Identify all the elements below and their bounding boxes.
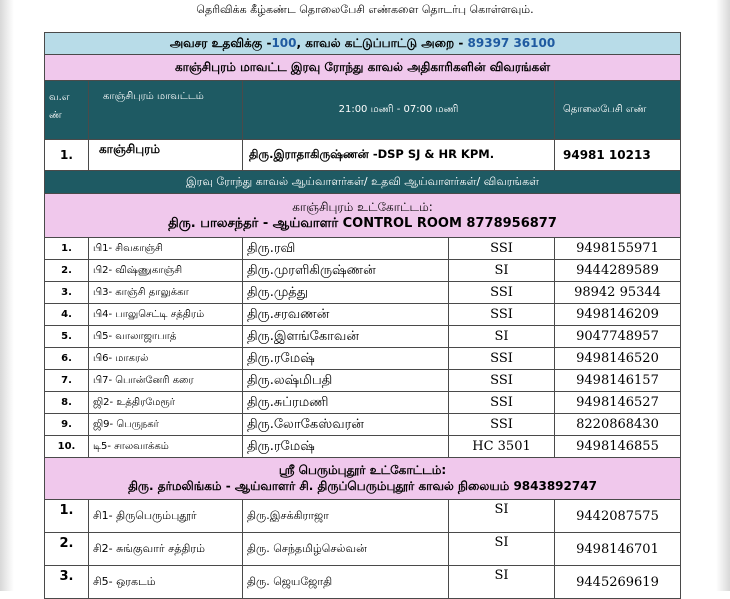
officer-sno: 6. bbox=[45, 348, 89, 370]
police-station: பி3- காஞ்சி தாலுக்கா bbox=[89, 282, 243, 304]
officer-sno: 5. bbox=[45, 326, 89, 348]
officer-sno: 10. bbox=[45, 436, 89, 458]
police-station: பி7- பொன்னேரி கரை bbox=[89, 370, 243, 392]
police-station: ஜி9- பெருநகர் bbox=[89, 414, 243, 436]
emergency-middle: , காவல் கட்டுப்பாட்டு அறை - bbox=[296, 35, 468, 50]
officer-row bbox=[45, 414, 681, 436]
officer-row bbox=[45, 238, 681, 260]
control-room-number: 89397 36100 bbox=[467, 35, 556, 50]
dsp-row bbox=[45, 140, 681, 171]
police-station: ஜி2- உத்திரமேரூர் bbox=[89, 392, 243, 414]
officer-name: திரு.முரளிகிருஷ்ணன் bbox=[243, 260, 449, 282]
subdivision2-row bbox=[45, 458, 681, 500]
patrol-table bbox=[44, 32, 681, 599]
officer-rank: SSI bbox=[449, 238, 555, 260]
officer-phone: 98942 95344 bbox=[555, 282, 681, 304]
officer-name: திரு.சுப்ரமணி bbox=[243, 392, 449, 414]
emergency-row bbox=[45, 33, 681, 55]
officer-row bbox=[45, 260, 681, 282]
officer-rank: SI bbox=[449, 500, 555, 533]
subdivision1-name: காஞ்சிபுரம் உட்கோட்டம்: bbox=[292, 199, 433, 214]
police-station: சி1- திருபெரும்புதூர் bbox=[89, 500, 243, 533]
police-station: டி5- சாலவாக்கம் bbox=[89, 436, 243, 458]
officer-name: திரு.லஷ்மிபதி bbox=[243, 370, 449, 392]
officer-name: திரு. செந்தமிழ்செல்வன் bbox=[243, 533, 449, 566]
officer-row bbox=[45, 348, 681, 370]
subdivision1-row bbox=[45, 194, 681, 238]
emergency-prefix: அவசர உதவிக்கு - bbox=[169, 35, 272, 50]
officer-phone: 9498155971 bbox=[555, 238, 681, 260]
officer-row bbox=[45, 500, 681, 533]
subdivision2-cell bbox=[45, 458, 681, 500]
table-title: காஞ்சிபுரம் மாவட்ட இரவு ரோந்து காவல் அதிகாரிகளின் விவரங்கள் bbox=[45, 55, 681, 81]
officer-row bbox=[45, 370, 681, 392]
officer-sno: 2. bbox=[45, 533, 89, 566]
officer-rank: SSI bbox=[449, 392, 555, 414]
officer-name: திரு.இசக்கிராஜா bbox=[243, 500, 449, 533]
officer-row bbox=[45, 304, 681, 326]
officer-sno: 3. bbox=[45, 282, 89, 304]
header-row bbox=[45, 81, 681, 140]
officer-name: திரு.லோகேஸ்வரன் bbox=[243, 414, 449, 436]
section-title: இரவு ரோந்து காவல் ஆய்வாளர்கள்/ உதவி ஆய்வாளர்கள்/ விவரங்கள் bbox=[45, 171, 681, 194]
officer-name: திரு.ரமேஷ் bbox=[243, 348, 449, 370]
intro-text: தெரிவிக்க கீழ்கண்ட தொலைபேசி எண்களை தொடர்பு கொள்ளவும். bbox=[196, 3, 534, 16]
officer-rank: SI bbox=[449, 566, 555, 599]
police-station: பி1- சிவகாஞ்சி bbox=[89, 238, 243, 260]
police-station: பி6- மாகரல் bbox=[89, 348, 243, 370]
officer-sno: 1. bbox=[45, 500, 89, 533]
dsp-officer: திரு.இராதாகிருஷ்ணன் -DSP SJ & HR KPM. bbox=[243, 140, 555, 171]
officer-name: திரு.இளங்கோவன் bbox=[243, 326, 449, 348]
police-station: பி2- விஷ்ணுகாஞ்சி bbox=[89, 260, 243, 282]
officer-sno: 1. bbox=[45, 238, 89, 260]
officer-phone: 8220868430 bbox=[555, 414, 681, 436]
officer-phone: 9498146209 bbox=[555, 304, 681, 326]
officer-rank: SSI bbox=[449, 282, 555, 304]
emergency-cell bbox=[45, 33, 681, 55]
officer-phone: 9498146157 bbox=[555, 370, 681, 392]
officer-sno: 9. bbox=[45, 414, 89, 436]
subdivision2-inspector: திரு. தர்மலிங்கம் - ஆய்வாளர் சி. திருப்பெரும்புதூர் காவல் நிலையம் 9843892747 bbox=[128, 478, 597, 493]
section-row bbox=[45, 171, 681, 194]
officer-sno: 3. bbox=[45, 566, 89, 599]
officer-phone: 9445269619 bbox=[555, 566, 681, 599]
subdivision1-cell bbox=[45, 194, 681, 238]
header-time: 21:00 மணி - 07:00 மணி bbox=[243, 81, 555, 140]
emergency-number: 100 bbox=[271, 35, 297, 50]
officer-phone: 9444289589 bbox=[555, 260, 681, 282]
officer-phone: 9498146527 bbox=[555, 392, 681, 414]
officer-phone: 9498146701 bbox=[555, 533, 681, 566]
police-station: பி5- வாலாஜாபாத் bbox=[89, 326, 243, 348]
officer-rank: SI bbox=[449, 533, 555, 566]
officer-row bbox=[45, 326, 681, 348]
officer-row bbox=[45, 436, 681, 458]
officer-phone: 9498146855 bbox=[555, 436, 681, 458]
officer-sno: 4. bbox=[45, 304, 89, 326]
title-row bbox=[45, 55, 681, 81]
page-shadow-right bbox=[716, 0, 730, 591]
officer-rank: SI bbox=[449, 260, 555, 282]
subdivision2-name: ஸ்ரீ பெரும்புதூர் உட்கோட்டம்: bbox=[278, 462, 447, 477]
dsp-sno: 1. bbox=[45, 140, 89, 171]
header-district: காஞ்சிபுரம் மாவட்டம் bbox=[89, 81, 243, 140]
subdivision1-inspector: திரு. பாலசந்தர் - ஆய்வாளர் CONTROL ROOM 8778956877 bbox=[168, 215, 557, 231]
officer-sno: 8. bbox=[45, 392, 89, 414]
page-shadow-left bbox=[0, 0, 14, 591]
police-station: பி4- பாலுசெட்டி சத்திரம் bbox=[89, 304, 243, 326]
header-phone: தொலைபேசி எண் bbox=[555, 81, 681, 140]
officer-phone: 9498146520 bbox=[555, 348, 681, 370]
officer-rank: HC 3501 bbox=[449, 436, 555, 458]
officer-rank: SSI bbox=[449, 304, 555, 326]
officer-row bbox=[45, 566, 681, 599]
officer-sno: 7. bbox=[45, 370, 89, 392]
officer-phone: 9442087575 bbox=[555, 500, 681, 533]
officer-name: திரு. ஜெயஜோதி bbox=[243, 566, 449, 599]
officer-row bbox=[45, 392, 681, 414]
police-station: சி2- சுங்குவார் சத்திரம் bbox=[89, 533, 243, 566]
officer-rank: SSI bbox=[449, 348, 555, 370]
officer-name: திரு.சரவணன் bbox=[243, 304, 449, 326]
header-sno: வ.எ ண் bbox=[45, 81, 89, 140]
officer-row bbox=[45, 282, 681, 304]
officer-name: திரு.ரவி bbox=[243, 238, 449, 260]
police-station: சி5- ஒரகடம் bbox=[89, 566, 243, 599]
officer-name: திரு.முத்து bbox=[243, 282, 449, 304]
officer-phone: 9047748957 bbox=[555, 326, 681, 348]
officer-rank: SSI bbox=[449, 414, 555, 436]
officer-name: திரு.ரமேஷ் bbox=[243, 436, 449, 458]
officer-sno: 2. bbox=[45, 260, 89, 282]
dsp-phone: 94981 10213 bbox=[555, 140, 681, 171]
officer-rank: SI bbox=[449, 326, 555, 348]
officer-row bbox=[45, 533, 681, 566]
dsp-district: காஞ்சிபுரம் bbox=[89, 140, 243, 171]
officer-rank: SSI bbox=[449, 370, 555, 392]
